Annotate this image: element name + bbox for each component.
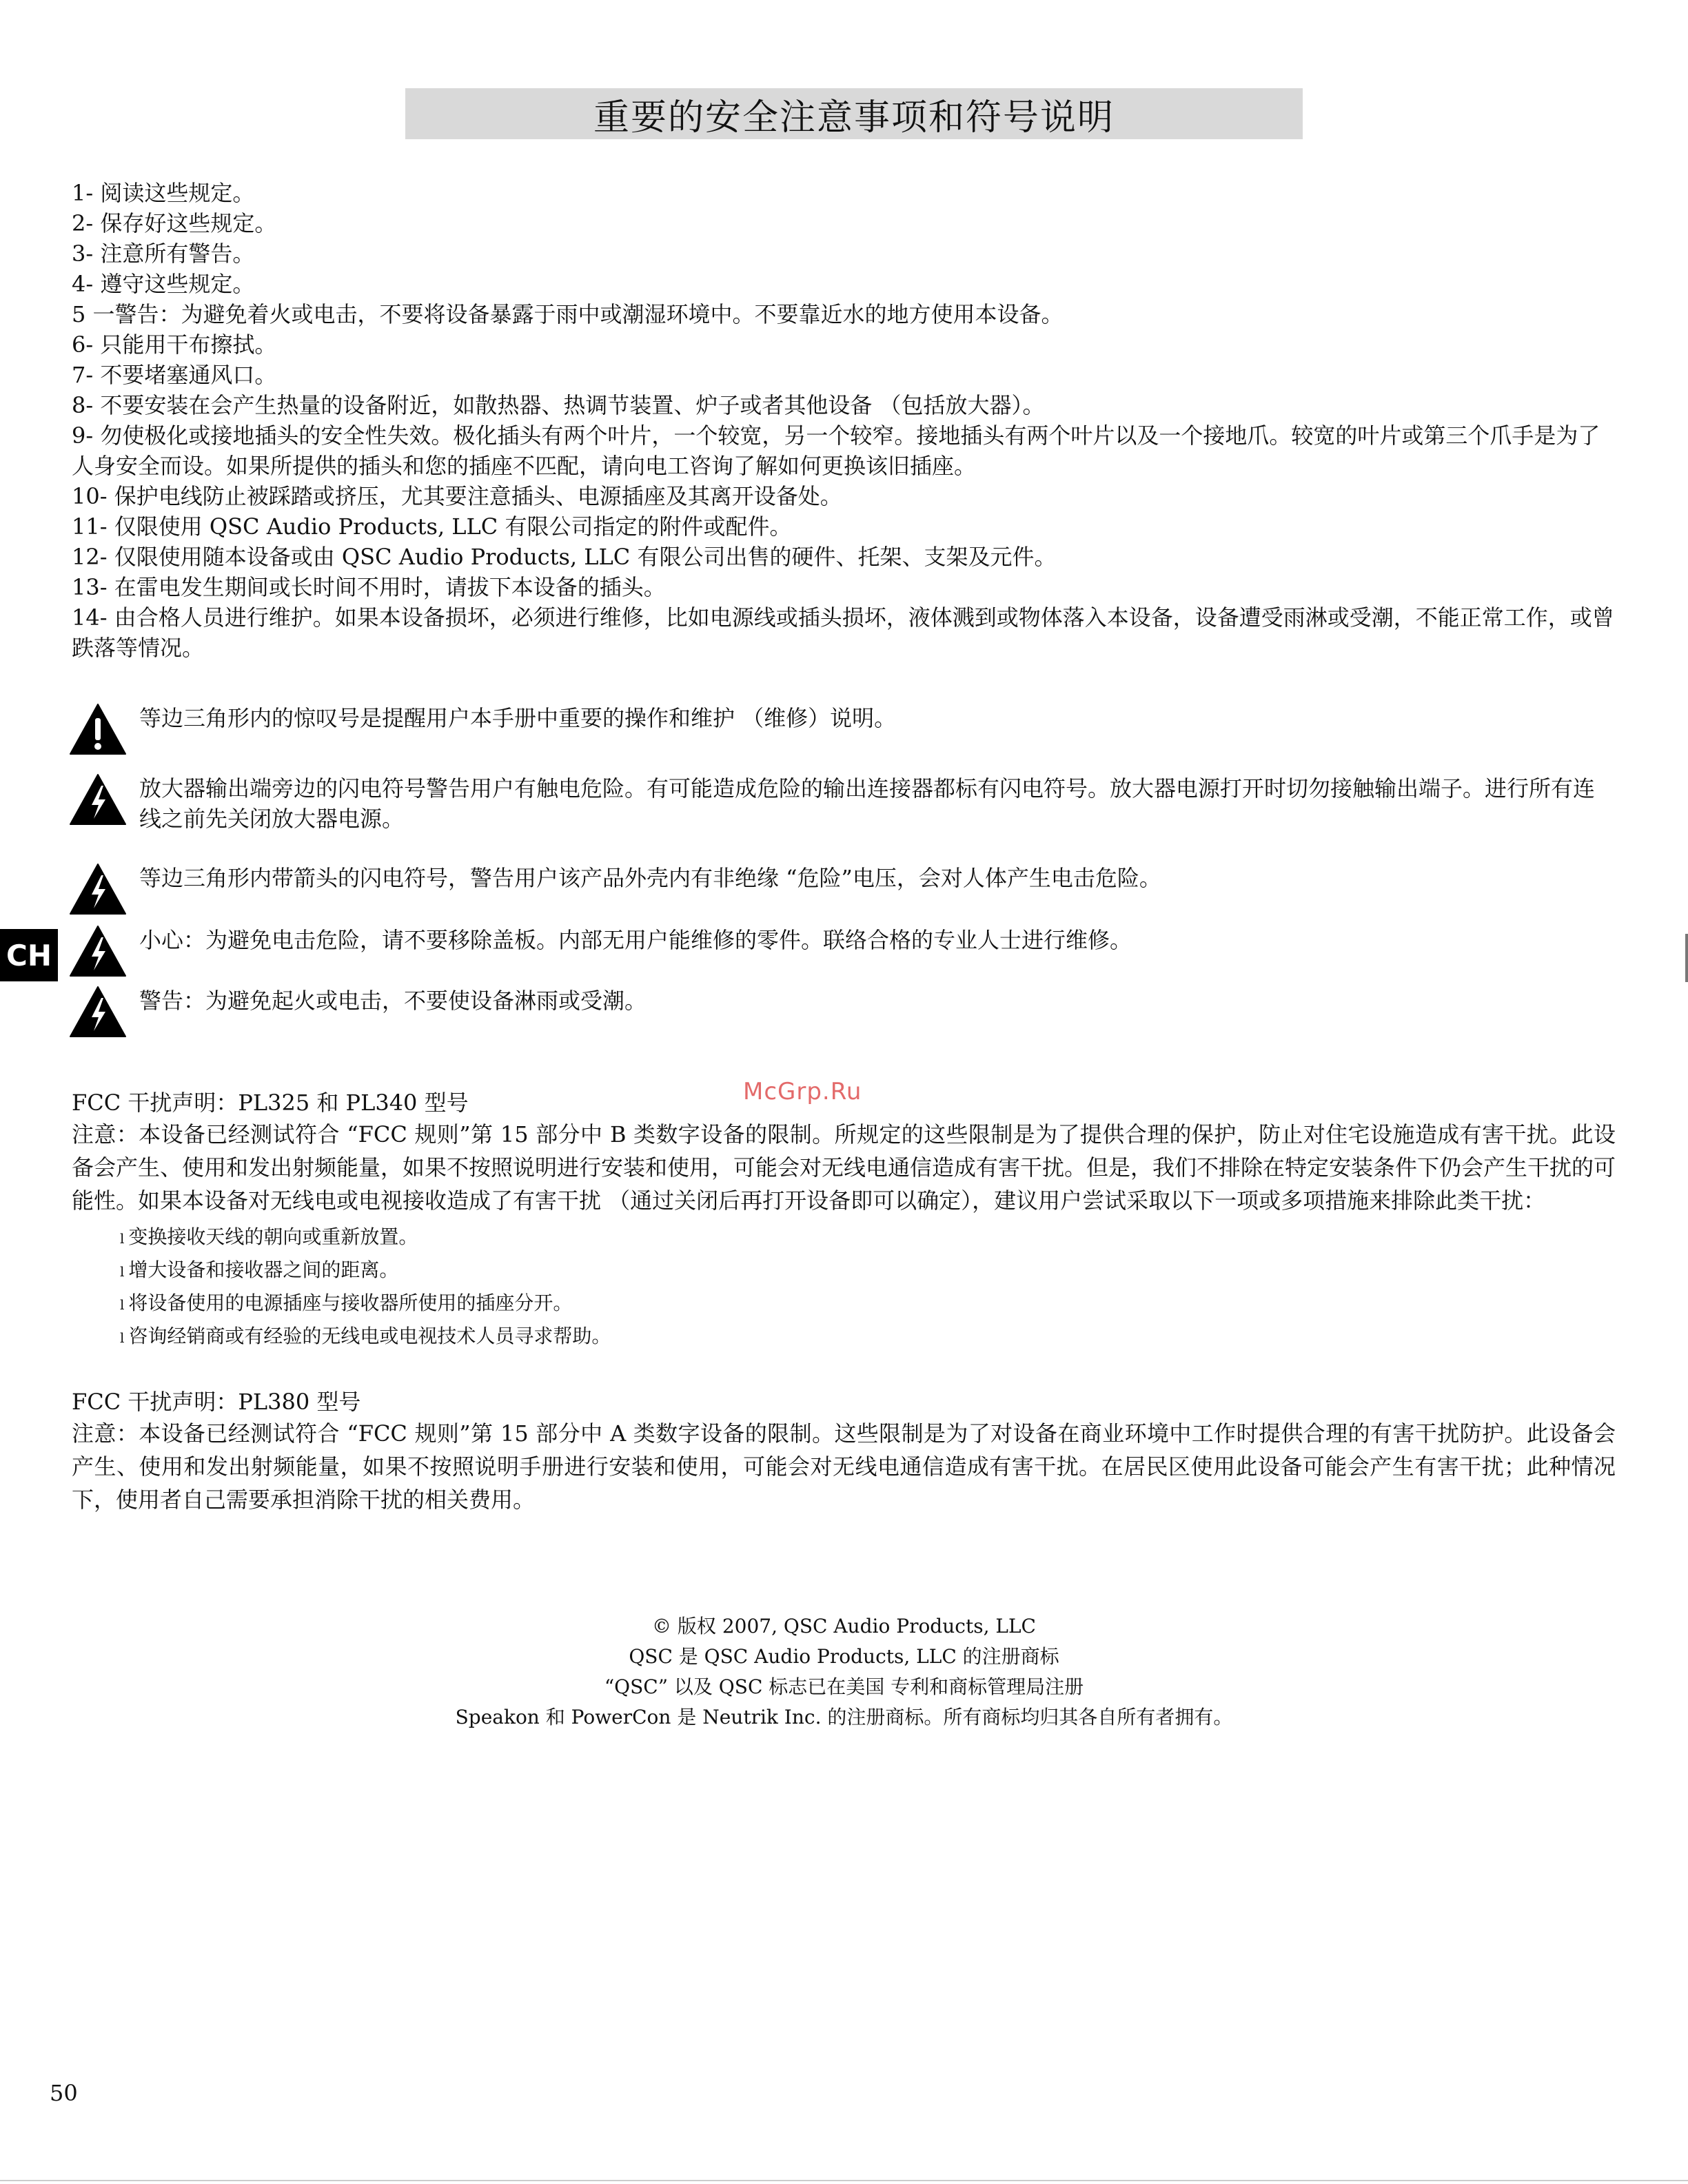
fcc-body: 注意：本设备已经测试符合 “FCC 规则”第 15 部分中 B 类数字设备的限制。所规定的这些限制是为了提供合理的保护，防止对住宅设施造成有害干扰。此设备会产生、使用和发出射频能量，如果不按照说明进行安装和使用，可能会对无线电通信造成有害干扰。但是，我们不排除在特定安装条件下仍会产生干扰的可能性。如果本设备对无线电或电视接收造成了有害干扰 （通过关闭后再打开设备即可以确定），建议用户尝试采取以下一项或多项措施来排除此类干扰： [72,1121,1616,1214]
rule-item: 8- 不要安装在会产生热量的设备附近，如散热器、热调节装置、炉子或者其他设备 （包括放大器）。 [72,392,1045,418]
lightning-triangle-icon [69,773,127,826]
list-item-text: 将设备使用的电源插座与接收器所使用的插座分开。 [128,1292,573,1314]
list-item [120,1287,1616,1320]
bullet-glyph: l [120,1230,125,1247]
lightning-triangle-icon [69,925,127,977]
symbol-row-lightning-warning [69,986,1620,1038]
copyright-block [0,1611,1688,1733]
rule-item: 9- 勿使极化或接地插头的安全性失效。极化插头有两个叶片，一个较宽，另一个较窄。接地插头有两个叶片以及一个接地爪。较宽的叶片或第三个爪手是为了人身安全而设。如果所提供的插头和您的插座不匹配，请向电工咨询了解如何更换该旧插座。 [72,422,1600,479]
list-item [120,1254,1616,1287]
rule-item: 1- 阅读这些规定。 [72,180,255,206]
fcc-heading: FCC 干扰声明：PL325 和 PL340 型号 [72,1090,469,1116]
lightning-triangle-icon [69,986,127,1038]
bullet-glyph: l [120,1329,125,1346]
copyright-line: © 版权 2007, QSC Audio Products, LLC [652,1615,1036,1637]
title-banner [405,88,1303,139]
rule-item: 13- 在雷电发生期间或长时间不用时，请拔下本设备的插头。 [72,574,666,600]
page-title: 重要的安全注意事项和符号说明 [593,96,1115,139]
symbol-description: 放大器输出端旁边的闪电符号警告用户有触电危险。有可能造成危险的输出连接器都标有闪电符号。放大器电源打开时切勿接触输出端子。进行所有连线之前先关闭放大器电源。 [139,775,1596,832]
list-item-text: 咨询经销商或有经验的无线电或电视技术人员寻求帮助。 [128,1325,611,1347]
rule-item: 5 一警告：为避免着火或电击，不要将设备暴露于雨中或潮湿环境中。不要靠近水的地方使用本设备。 [72,301,1064,327]
rule-item: 3- 注意所有警告。 [72,241,255,267]
fcc-class-a-section [72,1387,1616,1516]
page-edge-mark [1685,934,1688,982]
fcc-heading: FCC 干扰声明：PL380 型号 [72,1389,361,1415]
rule-item: 12- 仅限使用随本设备或由 QSC Audio Products, LLC 有限公司出售的硬件、托架、支架及元件。 [72,544,1057,570]
symbol-description: 警告：为避免起火或电击，不要使设备淋雨或受潮。 [139,988,647,1014]
symbol-row-lightning-output [69,773,1620,834]
copyright-line: QSC 是 QSC Audio Products, LLC 的注册商标 [629,1645,1059,1668]
symbol-description: 等边三角形内的惊叹号是提醒用户本手册中重要的操作和维护 （维修）说明。 [139,705,897,731]
list-item [120,1320,1616,1354]
fcc-body: 注意：本设备已经测试符合 “FCC 规则”第 15 部分中 A 类数字设备的限制。这些限制是为了对设备在商业环境中工作时提供合理的有害干扰防护。此设备会产生、使用和发出射频能量，如果不按照说明手册进行安装和使用，可能会对无线电通信造成有害干扰。在居民区使用此设备可能会产生有害干扰；此种情况下，使用者自己需要承担消除干扰的相关费用。 [72,1420,1616,1513]
symbol-row-lightning-voltage [69,863,1620,915]
rule-item: 4- 遵守这些规定。 [72,271,255,297]
fcc-class-b-section [72,1088,1616,1354]
rule-item: 6- 只能用干布擦拭。 [72,331,277,358]
bullet-glyph: l [120,1296,125,1313]
watermark: McGrp.Ru [743,1078,862,1105]
rule-item: 2- 保存好这些规定。 [72,210,277,236]
bullet-glyph: l [120,1263,125,1280]
list-item [120,1221,1616,1254]
symbol-description: 小心：为避免电击危险，请不要移除盖板。内部无用户能维修的零件。联络合格的专业人士进行维修。 [139,927,1132,953]
bottom-divider [0,2180,1688,2181]
page-number: 50 [50,2080,78,2106]
copyright-line: “QSC” 以及 QSC 标志已在美国 专利和商标管理局注册 [604,1675,1084,1698]
list-item-text: 增大设备和接收器之间的距离。 [128,1258,399,1281]
copyright-line: Speakon 和 PowerCon 是 Neutrik Inc. 的注册商标。所有商标均归其各自所有者拥有。 [455,1706,1233,1728]
symbol-row-exclamation [69,703,1620,755]
language-tab: CH [0,929,58,981]
rule-item: 14- 由合格人员进行维护。如果本设备损坏，必须进行维修，比如电源线或插头损坏，液体溅到或物体落入本设备，设备遭受雨淋或受潮，不能正常工作，或曾跌落等情况。 [72,604,1614,661]
fcc-measures-list [120,1221,1616,1354]
rule-item: 7- 不要堵塞通风口。 [72,362,277,388]
rule-item: 11- 仅限使用 QSC Audio Products, LLC 有限公司指定的附件或配件。 [72,513,792,540]
symbol-description: 等边三角形内带箭头的闪电符号，警告用户该产品外壳内有非绝缘 “危险”电压，会对人体产生电击危险。 [139,865,1161,891]
rule-item: 10- 保护电线防止被踩踏或挤压，尤其要注意插头、电源插座及其离开设备处。 [72,483,842,509]
symbol-row-lightning-caution [69,925,1620,977]
list-item-text: 变换接收天线的朝向或重新放置。 [128,1225,418,1248]
lightning-triangle-icon [69,863,127,915]
exclamation-triangle-icon [69,703,127,755]
safety-rules-list [72,178,1616,663]
